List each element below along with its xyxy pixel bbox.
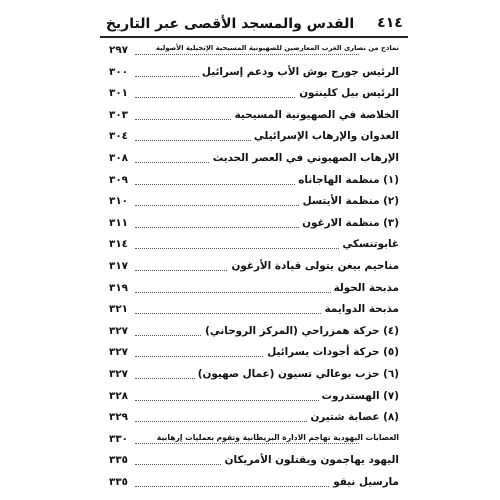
header-divider bbox=[100, 36, 408, 38]
toc-entry-title: الخلاصة في الصهيونية المسيحية bbox=[232, 109, 399, 121]
toc-entry-page: ٣٢٧ bbox=[109, 346, 131, 358]
leader-dots bbox=[135, 486, 359, 487]
toc-entry-page: ٣١٠ bbox=[109, 195, 131, 207]
toc-entry-title: غابوتنسكي bbox=[339, 238, 399, 250]
toc-entry-title: (٦) حزب بوعالي تسيون (عمال صهيون) bbox=[195, 368, 399, 380]
page-number: ٤١٤ bbox=[377, 15, 403, 31]
toc-entry bbox=[109, 64, 399, 86]
toc-entry-title: مذبحة الدوايمة bbox=[322, 303, 399, 315]
toc-entry-title: (٤) حركة همزراحي (المركز الروحاني) bbox=[202, 325, 399, 337]
toc-entry-page: ٣٢٩ bbox=[109, 411, 131, 423]
toc-entry-title: الرئيس جورج بوش الأب ودعم إسرائيل bbox=[199, 66, 399, 78]
toc-entry-title: مذبحة الحولة bbox=[331, 282, 399, 294]
toc-entry-page: ٢٩٧ bbox=[109, 44, 131, 56]
toc-entry bbox=[109, 215, 399, 237]
toc-entry bbox=[109, 172, 399, 194]
leader-dots bbox=[135, 292, 359, 293]
toc-entry bbox=[109, 128, 399, 150]
toc-entry-title: (٥) حركة أجودات يسرائيل bbox=[264, 346, 399, 358]
toc-entry-page: ٣٢٧ bbox=[109, 325, 131, 337]
toc-entry bbox=[109, 323, 399, 345]
leader-dots bbox=[135, 248, 359, 249]
toc-entry bbox=[109, 301, 399, 323]
toc-entry-page: ٣١١ bbox=[109, 217, 131, 229]
toc-entry bbox=[109, 236, 399, 258]
toc-entry-title: الإرهاب الصهيوني في العصر الحديث bbox=[210, 152, 399, 164]
toc-entry-title: العصابات اليهودية تهاجم الادارة البريطانية وتقوم بعمليات إرهابية bbox=[154, 433, 399, 442]
toc-entry-title: (٣) منظمة الارغون bbox=[299, 217, 399, 229]
toc-entry bbox=[109, 150, 399, 172]
toc-entry-title: (١) منظمة الهاجاناه bbox=[295, 174, 399, 186]
toc-entry bbox=[109, 280, 399, 302]
toc-entry bbox=[109, 431, 399, 453]
toc-entry bbox=[109, 388, 399, 410]
toc-entry bbox=[109, 258, 399, 280]
toc-entry-page: ٣٢٧ bbox=[109, 368, 131, 380]
toc-entry-title: (٢) منظمة الأيتسل bbox=[300, 195, 399, 207]
leader-dots bbox=[135, 443, 359, 444]
toc-entry bbox=[109, 85, 399, 107]
toc-entry-title: الرئيس بيل كلينتون bbox=[296, 87, 399, 99]
toc-entry-page: ٣٠٠ bbox=[109, 66, 131, 78]
page-header bbox=[100, 14, 408, 36]
toc-entry bbox=[109, 474, 399, 496]
toc-entry-page: ٣٠١ bbox=[109, 87, 131, 99]
toc-entry bbox=[109, 193, 399, 215]
toc-entry-page: ٣٣٥ bbox=[109, 454, 131, 466]
toc-entry-page: ٣٢١ bbox=[109, 303, 131, 315]
toc-entry-title: مناحيم بيغن يتولى قيادة الأرغون bbox=[228, 260, 399, 272]
toc-entry bbox=[109, 366, 399, 388]
toc-entry-page: ٣٢٨ bbox=[109, 390, 131, 402]
toc-entry-page: ٣٠٤ bbox=[109, 130, 131, 142]
running-title: القدس والمسجد الأقصى عبر التاريخ bbox=[105, 16, 355, 32]
table-of-contents bbox=[109, 42, 399, 495]
toc-entry-title: نماذج من نصارى الغرب المعارضين للصهيونية المسيحية الإنجيلية الأصولية bbox=[153, 44, 399, 52]
toc-entry-title: (٧) الهستدروت bbox=[319, 390, 399, 402]
toc-entry bbox=[109, 42, 399, 64]
toc-entry bbox=[109, 344, 399, 366]
toc-entry-page: ٣٠٩ bbox=[109, 174, 131, 186]
toc-entry bbox=[109, 409, 399, 431]
toc-entry-page: ٣٣٠ bbox=[109, 433, 131, 445]
toc-entry-page: ٣١٧ bbox=[109, 260, 131, 272]
toc-entry-page: ٣٣٥ bbox=[109, 476, 131, 488]
toc-entry-page: ٣١٤ bbox=[109, 238, 131, 250]
leader-dots bbox=[135, 54, 359, 55]
toc-entry-title: العدوان والإرهاب الإسرائيلي bbox=[251, 130, 399, 142]
toc-entry-title: مارسيل نيقو bbox=[330, 476, 399, 488]
toc-entry-page: ٣٠٣ bbox=[109, 109, 131, 121]
toc-entry bbox=[109, 107, 399, 129]
toc-entry-title: (٨) عصابة شتيرن bbox=[307, 411, 399, 423]
toc-entry-title: اليهود يهاجمون ويقتلون الأمريكان bbox=[222, 454, 399, 466]
toc-entry bbox=[109, 452, 399, 474]
toc-entry-page: ٣١٩ bbox=[109, 282, 131, 294]
toc-entry-page: ٣٠٨ bbox=[109, 152, 131, 164]
